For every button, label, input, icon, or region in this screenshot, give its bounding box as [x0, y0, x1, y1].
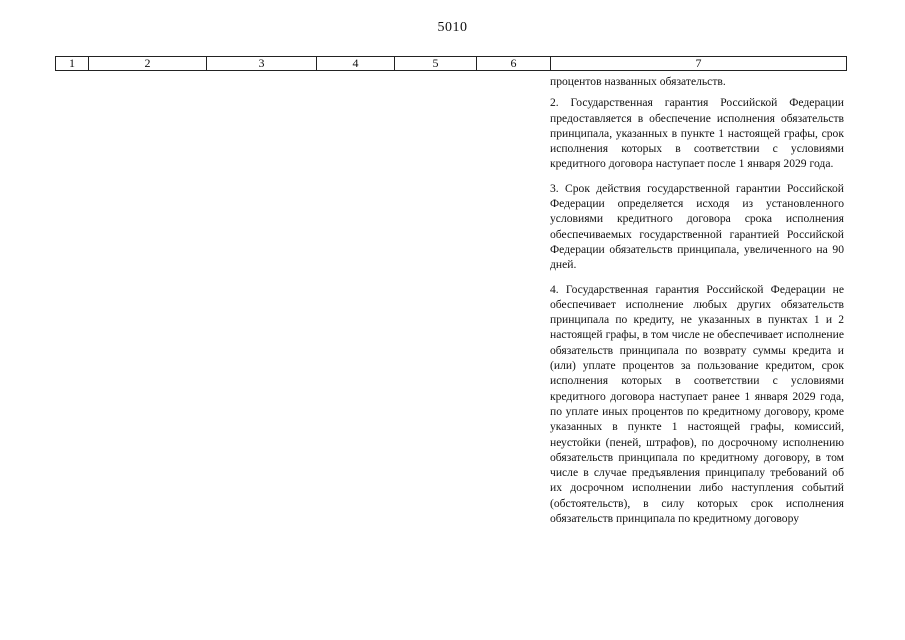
column-header-3: 3	[207, 57, 317, 71]
paragraph-3: 3. Срок действия государственной гарантии Российской Федерации определяется исходя из установленного условиями кредитного договора срока исполнения обеспечиваемых государственной гарантией Российской Федерации обязательств принципала, увеличенного на 90 дней.	[550, 181, 844, 272]
column-header-table	[55, 56, 847, 71]
paragraph-2: 2. Государственная гарантия Российской Федерации предоставляется в обеспечение исполнения обязательств принципала, указанных в пункте 1 настоящей графы, срок исполнения которых в соответствии с условиями кредитного договора наступает после 1 января 2029 года.	[550, 96, 844, 171]
column-header-1: 1	[56, 57, 89, 71]
column-header-5: 5	[395, 57, 477, 71]
paragraph-4: 4. Государственная гарантия Российской Федерации не обеспечивает исполнение любых других обязательств принципала по кредиту, не указанных в пунктах 1 и 2 настоящей графы, в том числе не обеспечивает исполнение обязательств принципала по возврату суммы кредита и (или) уплате процентов за пользование кредитом, срок исполнения которых в соответствии с условиями кредитного договора наступает ранее 1 января 2029 года, по уплате иных процентов по кредитному договору, кроме указанных в пункте 1 настоящей графы, комиссий, неустойки (пеней, штрафов), по досрочному исполнению обязательств принципала по кредитному договору, в том числе в случае предъявления принципалу требований об их досрочном исполнении либо наступления событий (обстоятельств), в силу которых срок исполнения обязательств принципала по кредитному договору	[550, 282, 844, 526]
column-header-6: 6	[477, 57, 551, 71]
page-number: 5010	[437, 20, 468, 35]
column-header-row	[56, 57, 847, 71]
column-7-text	[550, 74, 844, 526]
column-header-7: 7	[551, 57, 847, 71]
column-header-4: 4	[317, 57, 395, 71]
paragraph-continuation: процентов названных обязательств.	[550, 75, 726, 88]
column-header-2: 2	[89, 57, 207, 71]
